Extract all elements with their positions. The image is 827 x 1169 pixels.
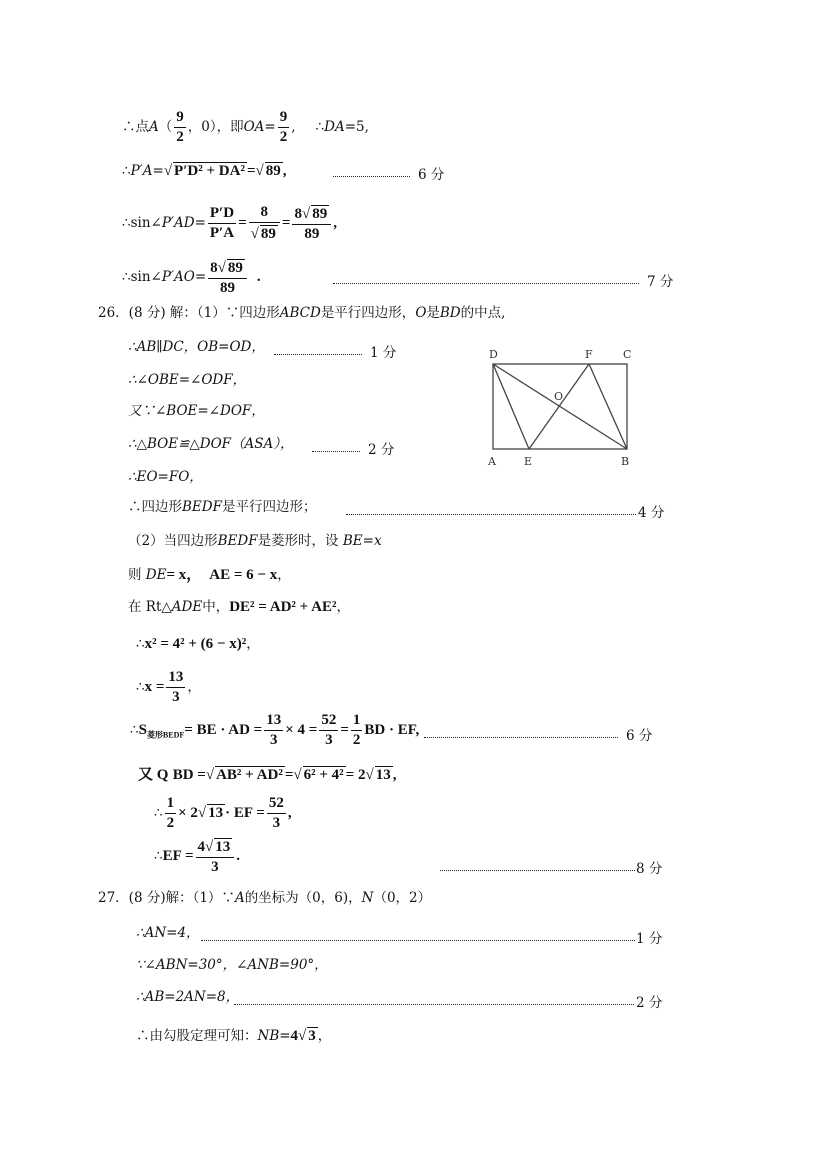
q27-row2: ∵∠ABN=30°，∠ANB=90°，: [136, 957, 328, 973]
score-2b: 2 分: [636, 995, 663, 1011]
fraction-9-2b: $\frac{9}{2}$: [279, 109, 288, 145]
score-leader: [201, 940, 635, 941]
segment-ef: [529, 364, 589, 449]
segment-de: [493, 364, 529, 449]
q26-row13: ∴ $\frac{1}{2}$ × 2√ 13 · EF = $\frac{52}{3}$ ,: [154, 795, 292, 831]
q27-row4: ∴由勾股定理可知：NB=4√ 3 ，: [136, 1028, 332, 1044]
q26-row8: 在 Rt△ADE中，DE² = AD² + AE²，: [128, 599, 350, 615]
score-6: 6 分: [418, 167, 445, 183]
q26-row9: ∴x² = 4² + (6 − x)²，: [136, 636, 260, 652]
score-7: 7 分: [647, 274, 674, 290]
line-pa-length: ∴P′A=√ P′D² + DA² =√ 89 ,: [122, 163, 287, 179]
q26-row4: ∴△BOE≌△DOF（ASA），: [128, 436, 294, 452]
score-4: 4 分: [638, 505, 665, 521]
line-sin-pad: ∴sin∠P′AD= $\frac{P'D}{P'A}$ = $\frac{8}{√ 89}$ = $\frac{8√ 89}{89}$ ,: [122, 204, 337, 242]
score-1: 1 分: [370, 345, 397, 361]
score-1b: 1 分: [636, 931, 663, 947]
q26-part2: （2）当四边形BEDF是菱形时，设 BE=x: [128, 533, 382, 549]
q26-title: 26．(8 分) 解：（1）∵四边形ABCD是平行四边形，O是BD的中点,: [98, 305, 506, 321]
score-leader: [424, 737, 618, 738]
score-leader: [312, 451, 360, 452]
q26-row3: 又∵∠BOE=∠DOF，: [128, 403, 265, 419]
parallelogram-figure: [484, 346, 644, 468]
q27-row3: ∴AB=2AN=8，: [136, 989, 240, 1005]
q26-row14: ∴EF = $\frac{4√ 13}{3}$ .: [154, 839, 240, 875]
label-d: D: [489, 348, 498, 361]
q26-row2: ∴∠OBE=∠ODF，: [128, 372, 247, 388]
label-b: B: [621, 455, 630, 468]
line-point-a: ∴点A（ $\frac{9}{2}$ ，0），即OA= $\frac{9}{2}$ , ∴DA=5,: [122, 109, 369, 145]
q26-row5: ∴EO=FO，: [128, 469, 203, 485]
label-a: A: [488, 455, 496, 468]
q26-row7: 则 DE= x， AE = 6 − x，: [128, 567, 291, 583]
score-leader: [333, 176, 410, 177]
score-leader: [440, 870, 635, 871]
q26-row6: ∴四边形BEDF是平行四边形；: [128, 499, 317, 515]
q27-row1: ∴AN=4，: [136, 925, 200, 941]
q26-row11: $\therefore S_{菱形BEDF}=$ BE · AD = $\frac{13}{3}$ × 4 = $\frac{52}{3}$ = $\frac{1}{2}$ BD · EF,: [130, 712, 420, 748]
score-leader: [333, 283, 639, 284]
q27-title: 27．(8 分)解：（1）∵A的坐标为（0，6)，N（0，2）: [98, 890, 432, 906]
score-leader: [346, 514, 636, 515]
q26-row1: ∴AB∥DC，OB=OD，: [128, 339, 265, 355]
q26-row12: 又 Q BD =√ AB² + AD² =√ 6² + 4² = 2√ 13 ,: [138, 767, 397, 783]
score-2: 2 分: [368, 442, 395, 458]
label-o: O: [554, 390, 564, 403]
score-6b: 6 分: [626, 728, 653, 744]
label-c: C: [623, 348, 632, 361]
diagonal-db: [493, 364, 627, 449]
fraction-9-2: $\frac{9}{2}$: [176, 109, 184, 145]
q26-row10: ∴x = $\frac{13}{3}$ ，: [136, 669, 201, 705]
score-leader: [234, 1004, 634, 1005]
score-leader: [274, 354, 362, 355]
label-e: E: [524, 455, 533, 468]
line-sin-pao: ∴sin∠P′AO= $\frac{8√ 89}{89}$ .: [122, 260, 261, 296]
label-f: F: [585, 348, 593, 361]
score-8: 8 分: [636, 861, 663, 877]
